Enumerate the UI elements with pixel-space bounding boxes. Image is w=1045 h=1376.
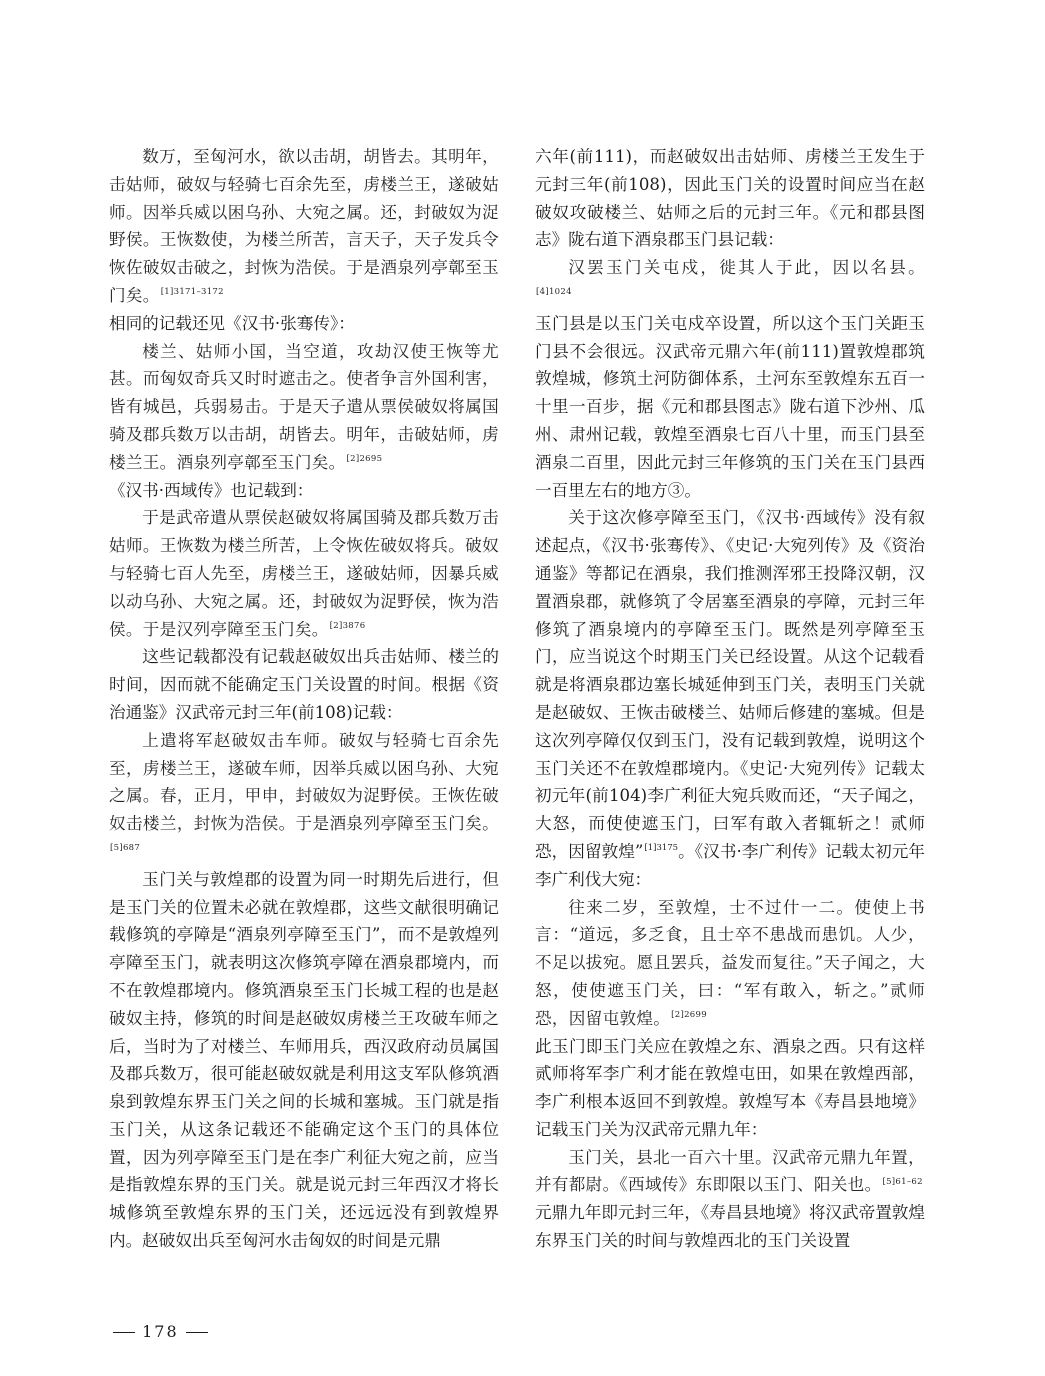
paragraph-text: 相同的记载还见《汉书·张骞传》： <box>109 313 355 333</box>
paragraph-text: 六年(前111)，而赵破奴出击姑师、虏楼兰王发生于元封三年(前108)，因此玉门关的设置时间应当在赵破奴攻破楼兰、姑师之后的元封三年。《元和郡县图志》陇右道下酒泉郡玉门县记载： <box>535 147 925 250</box>
body-paragraph <box>109 866 499 1255</box>
citation-ref: [1]3171–3172 <box>160 287 224 298</box>
page-footer <box>113 1322 208 1341</box>
quotation-paragraph <box>535 254 925 310</box>
body-paragraph <box>535 1033 925 1144</box>
quotation-paragraph <box>535 1144 925 1200</box>
paragraph-text: 玉门关与敦煌郡的设置为同一时期先后进行，但是玉门关的位置未必就在敦煌郡，这些文献很明确记载修筑的亭障是“酒泉列亭障至玉门”，而不是敦煌列亭障至玉门，就表明这次修筑亭障在酒泉郡境内，而不在敦煌郡境内。修筑酒泉至玉门长城工程的也是赵破奴主持，修筑的时间是赵破奴虏楼兰王攻破车师之后，当时为了对楼兰、车师用兵，西汉政府动员属国及郡兵数万，很可能赵破奴就是利用这支军队修筑酒泉到敦煌东界玉门关之间的长城和塞城。玉门就是指玉门关，从这条记载还不能确定这个玉门的具体位置，因为列亭障至玉门是在李广利征大宛之前，应当是指敦煌东界的玉门关。就是说元封三年西汉才将长城修筑至敦煌东界的玉门关，还远远没有到敦煌界内。赵破奴出兵至匈河水击匈奴的时间是元鼎 <box>109 869 499 1251</box>
paragraph-text: 元鼎九年即元封三年，《寿昌县地境》将汉武帝置敦煌东界玉门关的时间与敦煌西北的玉门关设置 <box>535 1203 925 1251</box>
citation-ref: [5]687 <box>110 843 141 854</box>
body-paragraph <box>109 477 499 505</box>
left-column <box>109 143 499 1255</box>
quotation-paragraph <box>109 727 499 866</box>
body-paragraph <box>535 143 925 254</box>
paragraph-text: 玉门关，县北一百六十里。汉武帝元鼎九年置，并有都尉。《西域传》东即限以玉门、阳关也。 <box>535 1147 925 1195</box>
citation-ref: [2]2699 <box>671 1010 707 1021</box>
paragraph-text: 此玉门即玉门关应在敦煌之东、酒泉之西。只有这样贰师将军李广利才能在敦煌屯田，如果在敦煌西部，李广利根本返回不到敦煌。敦煌写本《寿昌县地境》记载玉门关为汉武帝元鼎九年： <box>535 1036 925 1139</box>
citation-ref: [5]61–62 <box>882 1176 923 1187</box>
body-paragraph <box>535 1199 925 1255</box>
footer-dash-left <box>113 1332 135 1333</box>
citation-ref: [2]2695 <box>346 454 383 465</box>
paragraph-text: 往来二岁，至敦煌，士不过什一二。使使上书言：“道远，多乏食，且士卒不患战而患饥。人少，不足以拔宛。愿且罢兵，益发而复往。”天子闻之，大怒，使使遮玉门关，曰：“军有敢入，斩之。”贰师恐，因留屯敦煌。 <box>535 897 925 1028</box>
paragraph-text: 玉门县是以玉门关屯戍卒设置，所以这个玉门关距玉门县不会很远。汉武帝元鼎六年(前111)置敦煌郡筑敦煌城，修筑土河防御体系，土河东至敦煌东五百一十里一百步，据《元和郡县图志》陇右道下沙州、瓜州、肃州记载，敦煌至酒泉七百八十里，而玉门县至酒泉二百里，因此元封三年修筑的玉门关在玉门县西一百里左右的地方③。 <box>535 313 925 500</box>
quotation-paragraph <box>109 143 499 310</box>
citation-ref: [4]1024 <box>536 287 572 298</box>
body-paragraph <box>109 643 499 726</box>
paragraph-text: 于是武帝遣从票侯赵破奴将属国骑及郡兵数万击姑师。王恢数为楼兰所苦，上令恢佐破奴将兵。破奴与轻骑七百人先至，虏楼兰王，遂破姑师，因暴兵威以动乌孙、大宛之属。还，封破奴为浞野侯，恢为浩侯。于是汉列亭障至玉门矣。 <box>109 508 499 639</box>
body-paragraph <box>535 504 925 893</box>
paragraph-text: 《汉书·西域传》也记载到： <box>109 480 314 500</box>
page-number: 178 <box>142 1322 179 1341</box>
citation-ref: [2]3876 <box>329 621 366 632</box>
paragraph-text: 上遣将军赵破奴击车师。破奴与轻骑七百余先至，虏楼兰王，遂破车师，因举兵威以困乌孙、大宛之属。春，正月，甲申，封破奴为浞野侯。王恢佐破奴击楼兰，封恢为浩侯。于是酒泉列亭障至玉门矣。 <box>109 730 499 834</box>
right-column <box>535 143 925 1255</box>
body-paragraph <box>535 310 925 505</box>
paragraph-text: 数万，至匈河水，欲以击胡，胡皆去。其明年，击姑师，破奴与轻骑七百余先至，虏楼兰王，遂破姑师。因举兵威以困乌孙、大宛之属。还，封破奴为浞野侯。王恢数使，为楼兰所苦，言天子，天子发兵令恢佐破奴击破之，封恢为浩侯。于是酒泉列亭鄣至玉门矣。 <box>109 147 499 305</box>
quotation-paragraph <box>109 504 499 643</box>
body-paragraph <box>109 310 499 338</box>
quotation-paragraph <box>535 894 925 1033</box>
paragraph-text: 这些记载都没有记载赵破奴出兵击姑师、楼兰的时间，因而就不能确定玉门关设置的时间。根据《资治通鉴》汉武帝元封三年(前108)记载： <box>109 647 499 722</box>
footer-dash-right <box>186 1332 208 1333</box>
paragraph-text: 汉罢玉门关屯戍，徙其人于此，因以名县。 <box>568 258 925 278</box>
paragraph-text-tail: 。《汉书·李广利传》记载太初元年李广利伐大宛： <box>535 841 925 889</box>
paragraph-text: 关于这次修亭障至玉门，《汉书·西域传》没有叙述起点，《汉书·张骞传》、《史记·大宛列传》及《资治通鉴》等都记在酒泉，我们推测浑邪王投降汉朝，汉置酒泉郡，就修筑了令居塞至酒泉的亭障，元封三年修筑了酒泉境内的亭障至玉门。既然是列亭障至玉门，应当说这个时期玉门关已经设置。从这个记载看就是将酒泉郡边塞长城延伸到玉门关，表明玉门关就是赵破奴、王恢击破楼兰、姑师后修建的塞城。但是这次列亭障仅仅到玉门，没有记载到敦煌，说明这个玉门关还不在敦煌郡境内。《史记·大宛列传》记载太初元年(前104)李广利征大宛兵败而还，“天子闻之，大怒，而使使遮玉门，曰军有敢入者辄斩之！贰师恐，因留敦煌” <box>535 508 925 861</box>
paragraph-text: 楼兰、姑师小国，当空道，攻劫汉使王恢等尤甚。而匈奴奇兵又时时遮击之。使者争言外国利害，皆有城邑，兵弱易击。于是天子遣从票侯破奴将属国骑及郡兵数万以击胡，胡皆去。明年，击破姑师，虏楼兰王。酒泉列亭鄣至玉门矣。 <box>109 341 499 472</box>
quotation-paragraph <box>109 338 499 477</box>
citation-ref: [1]3175 <box>644 843 679 854</box>
